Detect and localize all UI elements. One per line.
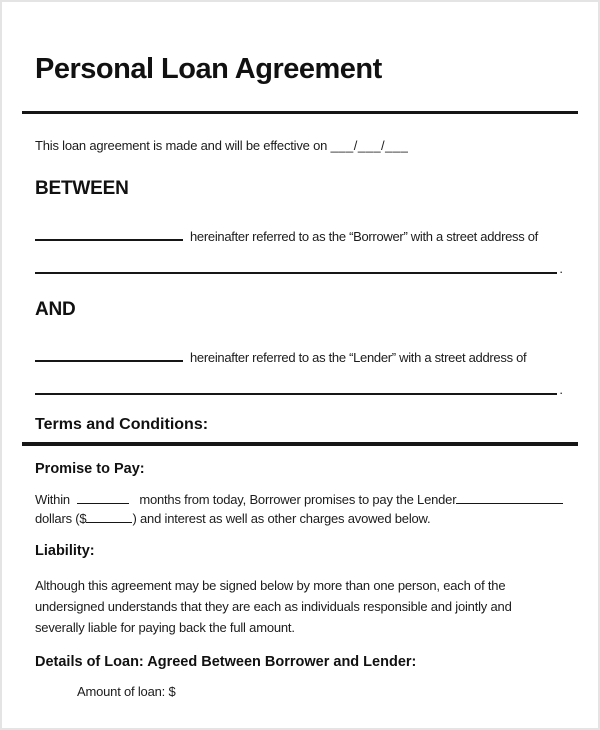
promise-line1-end-text: months from today, Borrower promises to pay the Lender bbox=[135, 492, 457, 507]
liability-heading: Liability: bbox=[35, 543, 95, 559]
document-title: Personal Loan Agreement bbox=[35, 53, 382, 85]
promise-line-2 bbox=[35, 509, 563, 528]
promise-line-1 bbox=[35, 490, 563, 509]
lender-address-row bbox=[35, 382, 563, 397]
borrower-name-blank-field bbox=[35, 227, 183, 241]
date-blank-field: ___/___/___ bbox=[330, 138, 409, 153]
title-divider-rule bbox=[22, 111, 578, 114]
effective-date-text: This loan agreement is made and will be effective on bbox=[35, 138, 331, 153]
effective-date-line bbox=[35, 138, 565, 153]
and-heading: AND bbox=[35, 299, 76, 320]
amount-of-loan-partial-text: Amount of loan: $ bbox=[77, 684, 176, 699]
amount-of-loan-clipped-item bbox=[77, 684, 565, 699]
promise-line2-end-text: ) and interest as well as other charges avowed below. bbox=[132, 511, 431, 526]
liability-paragraph: Although this agreement may be signed below by more than one person, each of the undersigned understands that they are each as individuals responsible and jointly and severally liable for paying back the full amount. bbox=[35, 578, 512, 635]
lender-name-blank-field bbox=[35, 348, 183, 362]
amount-words-blank-field bbox=[456, 493, 563, 504]
terms-divider-rule bbox=[22, 442, 578, 446]
lender-clause-text: hereinafter referred to as the “Lender” with a street address of bbox=[190, 350, 527, 365]
borrower-address-period: . bbox=[559, 261, 563, 276]
details-of-loan-heading: Details of Loan: Agreed Between Borrower and Lender: bbox=[35, 654, 417, 670]
months-blank-field bbox=[77, 493, 129, 504]
between-heading: BETWEEN bbox=[35, 178, 129, 199]
borrower-clause-text: hereinafter referred to as the “Borrower” with a street address of bbox=[190, 229, 538, 244]
dollar-amount-blank-field bbox=[86, 512, 132, 523]
lender-clause-line bbox=[35, 348, 565, 367]
lender-address-blank-field bbox=[35, 387, 557, 395]
terms-and-conditions-heading: Terms and Conditions: bbox=[35, 416, 209, 433]
borrower-address-blank-field bbox=[35, 266, 557, 274]
borrower-clause-line bbox=[35, 227, 565, 246]
promise-line2-start-text: dollars ($ bbox=[35, 511, 87, 526]
promise-to-pay-heading: Promise to Pay: bbox=[35, 461, 145, 477]
promise-line1-start-text: Within bbox=[35, 492, 70, 507]
borrower-address-row bbox=[35, 261, 563, 276]
lender-address-period: . bbox=[559, 382, 563, 397]
